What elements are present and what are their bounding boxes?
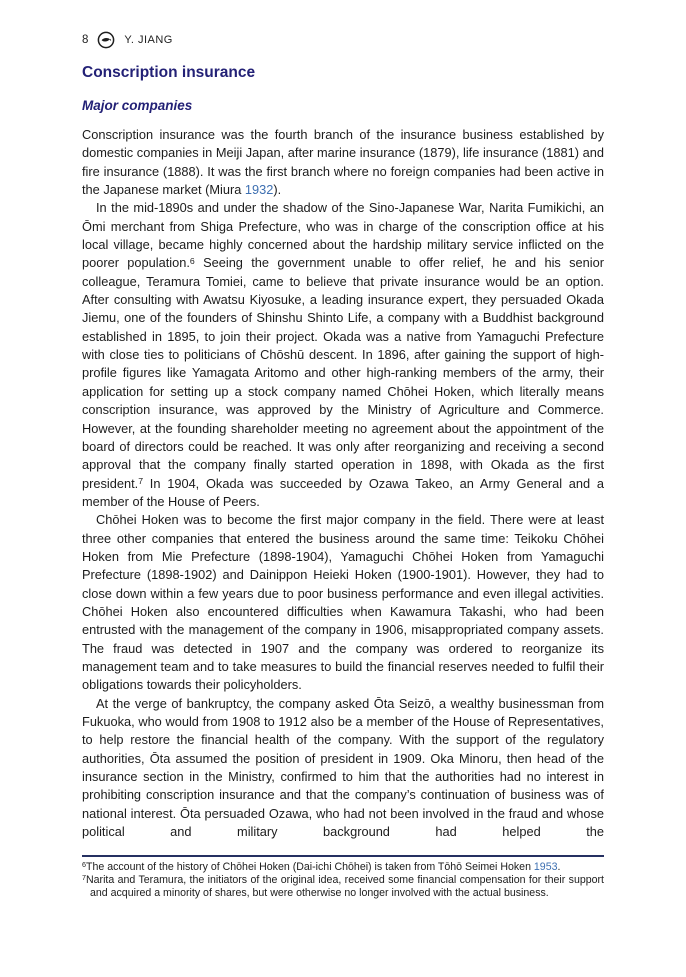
footnote-block [82, 855, 604, 901]
section-heading: Conscription insurance [82, 64, 256, 81]
footnote-marker[interactable]: 6 [82, 859, 86, 869]
footnote-marker[interactable]: 7 [138, 475, 144, 486]
body-paragraph [82, 695, 604, 842]
text-run: Conscription insurance was the fourth branch of the insurance business established by domestic companies in Meiji Japan, after marine insurance (1879), life insurance (1881) and fire insurance (1888). It was the first branch where no foreign companies had been active in the Japanese market (Miura [82, 127, 604, 198]
text-run: In 1904, Okada was succeeded by Ozawa Takeo, an Army General and a member of the House of Peers. [82, 475, 604, 509]
citation-link[interactable]: 1932 [244, 182, 274, 198]
footnote-marker[interactable]: 7 [82, 872, 86, 882]
page-content [82, 64, 604, 858]
text-run: Chōhei Hoken was to become the first major company in the field. There were at least three other companies that entered the business around the same time: Teikoku Chōhei Hoken from Mie Prefecture (1898-1904), Yamaguchi Chōhei Hoken from Yamaguchi Prefecture (1898-1902) and Dainippon Heieki Hoken (1900-1901). However, they had to close down within a few years due to poor business performance and even illegal activities. Chōhei Hoken also encountered difficulties when Kawamura Takashi, who had been entrusted with the management of the company in 1906, misappropriated company assets. The fraud was detected in 1907 and the company was ordered to reorganize its management team and to take measures to build the financial reserves needed to fulfil their obligations towards their policyholders. [82, 512, 604, 693]
text-run: Seeing the government unable to offer relief, he and his senior colleague, Teramura Tomiei, came to believe that private insurance would be an option. After consulting with Awatsu Kiyosuke, a leading insurance expert, they persuaded Okada Jiemu, one of the founders of Shinshu Shinto Life, a company with a Buddhist background established in 1895, to join their project. Okada was a native from Yamaguchi Prefecture with close ties to politicians of Chōshū descent. In 1896, after gaining the support of high-profile figures like Yamagata Aritomo and other high-ranking members of the army, their application for setting up a stock company named Chōhei Hoken, which literally means conscription insurance, was approved by the Ministry of Agriculture and Commerce. However, at the founding shareholder meeting no agreement about the appointment of the board of directors could be reached. It was only after reorganizing and receiving a second approval that the company finally started operation in 1898, with Okada as the first president. [82, 255, 604, 491]
citation-link[interactable]: 1953 [533, 861, 558, 873]
body-paragraph [82, 511, 604, 694]
text-run: Narita and Teramura, the initiators of the original idea, received some financial compensation for their support and acquired a minority of shares, but were otherwise no longer involved with the actual business. [86, 874, 604, 900]
text-run: At the verge of bankruptcy, the company asked Ōta Seizō, a wealthy businessman from Fukuoka, who would from 1908 to 1912 also be a member of the House of Representatives, to help restore the financial health of the company. With the support of the regulatory authorities, Ōta assumed the position of president in 1909. Oka Minoru, then head of the insurance section in the Ministry, confirmed to him that the authorities had no interest in prohibiting conscription insurance and that the company’s continuation of business was of national interest. Ōta persuaded Ozawa, who had not been involved in the fraud and whose political and military background had helped the [82, 695, 604, 840]
footnote [82, 874, 604, 900]
footnote-marker[interactable]: 6 [189, 255, 195, 266]
running-head [82, 31, 604, 49]
text-run: . [557, 861, 561, 873]
page-number: 8 [82, 34, 89, 46]
body-text [82, 126, 604, 858]
body-paragraph [82, 199, 604, 511]
subsection-heading: Major companies [82, 98, 193, 113]
body-paragraph [82, 126, 604, 199]
running-head-author: Y. JIANG [124, 34, 173, 46]
text-run: The account of the history of Chōhei Hoken (Dai-ichi Chōhei) is taken from Tōhō Seimei Hoken [86, 861, 534, 873]
text-run: In the mid-1890s and under the shadow of the Sino-Japanese War, Narita Fumikichi, an Ōmi merchant from Shiga Prefecture, who was in charge of the conscription office at his local village, became highly concerned about the hardship military service inflicted on the poorer population. [82, 200, 604, 271]
footnote [82, 861, 604, 874]
text-run: ). [273, 182, 282, 198]
publisher-logo-icon [97, 31, 115, 49]
